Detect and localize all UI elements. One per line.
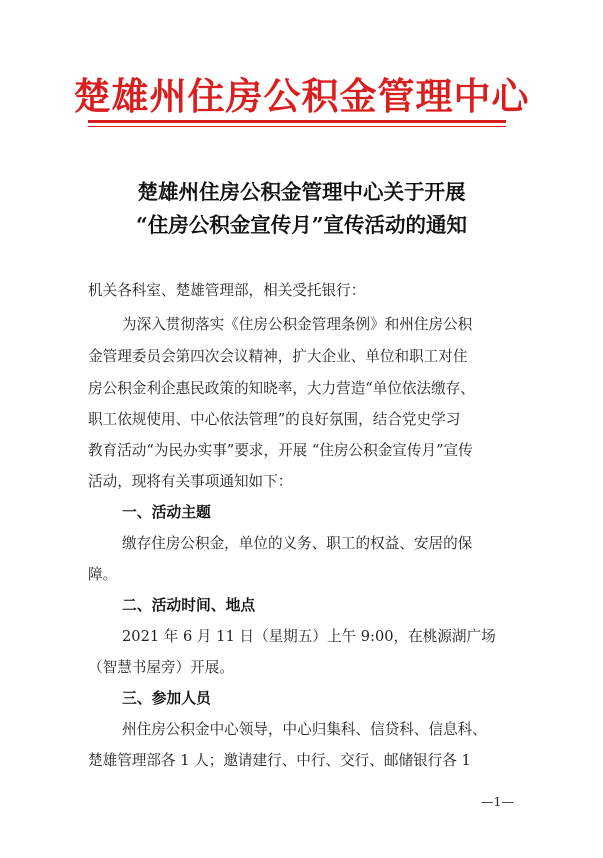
section-text-line: 州住房公积金中心领导，中心归集科、信贷科、信息科、: [122, 721, 487, 738]
header-rule-thin: [88, 126, 506, 127]
intro-line: 活动，现将有关事项通知如下：: [88, 473, 293, 490]
section-heading-time-place: 二、活动时间、地点: [122, 597, 256, 614]
document-header-org-name: 楚雄州住房公积金管理中心: [73, 75, 530, 118]
section-text-line: 2021 年 6 月 11 日（星期五）上午 9:00，在桃源湖广场: [122, 628, 496, 645]
section-text-line: （智慧书屋旁）开展。: [88, 659, 234, 676]
document-title-line-1: 楚雄州住房公积金管理中心关于开展: [137, 180, 466, 204]
section-text-line: 障。: [88, 566, 118, 583]
intro-line: 金管理委员会第四次会议精神，扩大企业、单位和职工对住: [88, 348, 468, 365]
intro-line: 教育活动“为民办实事”要求，开展 “住房公积金宣传月”宣传: [88, 442, 473, 459]
page-number: —1—: [481, 794, 514, 809]
intro-line: 职工依规使用、中心依法管理”的良好氛围，结合党史学习: [88, 411, 461, 428]
section-text-line: 缴存住房公积金，单位的义务、职工的权益、安居的保: [122, 535, 473, 552]
header-rule-thick: [88, 120, 506, 123]
intro-line: 房公积金利企惠民政策的知晓率，大力营造“单位依法缴存、: [88, 380, 475, 397]
document-title-line-2: “住房公积金宣传月”宣传活动的通知: [135, 213, 468, 237]
section-heading-theme: 一、活动主题: [122, 504, 211, 521]
intro-line: 为深入贯彻落实《住房公积金管理条例》和州住房公积: [122, 316, 473, 333]
section-heading-participants: 三、参加人员: [122, 690, 211, 707]
section-text-line: 楚雄管理部各 1 人；邀请建行、中行、交行、邮储银行各 1: [88, 752, 471, 769]
salutation: 机关各科室、楚雄管理部，相关受托银行：: [88, 282, 366, 299]
